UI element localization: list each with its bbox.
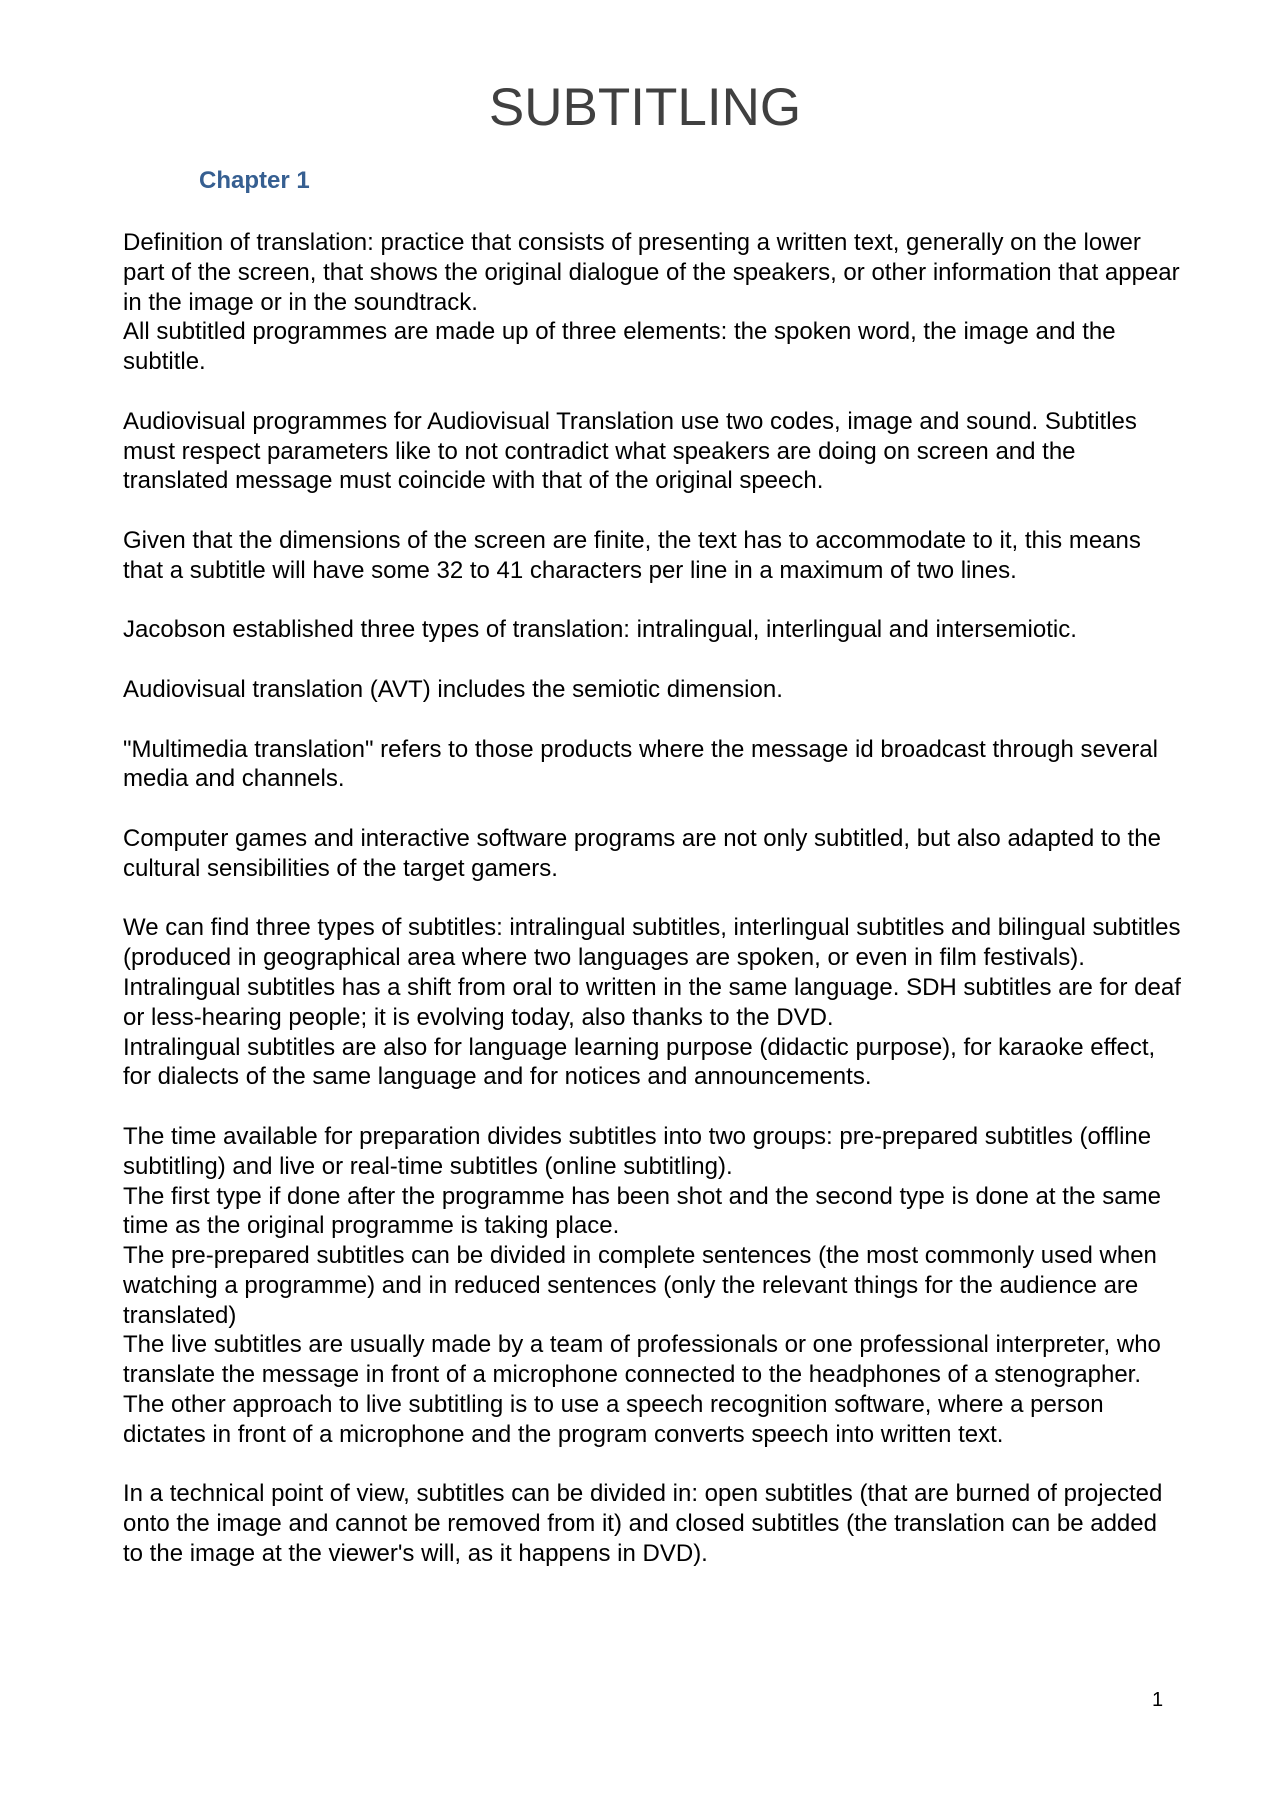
paragraph	[123, 1122, 1183, 1450]
paragraph	[123, 824, 1183, 884]
paragraph	[123, 228, 1183, 377]
paragraph-line: Intralingual subtitles are also for language learning purpose (didactic purpose), for karaoke effect, for dialects of the same language and for notices and announcements.	[123, 1033, 1156, 1091]
paragraph-line: Computer games and interactive software programs are not only subtitled, but also adapted to the cultural sensibilities of the target gamers.	[123, 824, 1161, 882]
paragraph-line: The time available for preparation divides subtitles into two groups: pre-prepared subtitles (offline subtitling) and live or real-time subtitles (online subtitling).	[123, 1122, 1152, 1180]
paragraph-line: "Multimedia translation" refers to those products where the message id broadcast through several media and channels.	[123, 735, 1158, 793]
paragraph	[123, 1479, 1183, 1568]
paragraph	[123, 615, 1183, 645]
paragraph-line: The live subtitles are usually made by a team of professionals or one professional interpreter, who translate the message in front of a microphone connected to the headphones of a stenographer. The other approach to live subtitling is to use a speech recognition software, where a person dictates in front of a microphone and the program converts speech into written text.	[123, 1331, 1161, 1448]
paragraph-line: Definition of translation: practice that consists of presenting a written text, generally on the lower part of the screen, that shows the original dialogue of the speakers, or other information that appear in the image or in the soundtrack.	[123, 229, 1180, 316]
chapter-heading: Chapter 1	[199, 167, 310, 194]
paragraph-line: The first type if done after the programme has been shot and the second type is done at the same time as the original programme is taking place.	[123, 1182, 1161, 1240]
paragraph	[123, 913, 1183, 1092]
paragraph-line: Given that the dimensions of the screen are finite, the text has to accommodate to it, this means that a subtitle will have some 32 to 41 characters per line in a maximum of two lines.	[123, 526, 1141, 584]
paragraph-line: All subtitled programmes are made up of three elements: the spoken word, the image and the subtitle.	[123, 318, 1116, 376]
paragraph	[123, 735, 1183, 795]
page-number: 1	[1152, 1689, 1164, 1711]
paragraph	[123, 407, 1183, 496]
body-text	[123, 228, 1183, 1599]
paragraph-line: Intralingual subtitles has a shift from oral to written in the same language. SDH subtitles are for deaf or less-hearing people; it is evolving today, also thanks to the DVD.	[123, 973, 1181, 1031]
paragraph-line: Jacobson established three types of translation: intralingual, interlingual and intersemiotic.	[123, 616, 1077, 644]
document-title: SUBTITLING	[488, 78, 802, 137]
paragraph-line: In a technical point of view, subtitles can be divided in: open subtitles (that are burned of projected onto the image and cannot be removed from it) and closed subtitles (the translation can be added to the image at the viewer's will, as it happens in DVD).	[123, 1480, 1163, 1568]
paragraph-line: Audiovisual programmes for Audiovisual Translation use two codes, image and sound. Subtitles must respect parameters like to not contradict what speakers are doing on screen and the translated message must coincide with that of the original speech.	[123, 407, 1137, 495]
paragraph-line: Audiovisual translation (AVT) includes the semiotic dimension.	[123, 675, 783, 703]
paragraph-line: We can find three types of subtitles: intralingual subtitles, interlingual subtitles and bilingual subtitles (produced in geographical area where two languages are spoken, or even in film festivals).	[123, 914, 1181, 972]
paragraph	[123, 675, 1183, 705]
paragraph	[123, 526, 1183, 586]
paragraph-line: The pre-prepared subtitles can be divided in complete sentences (the most commonly used when watching a programme) and in reduced sentences (only the relevant things for the audience are translated)	[123, 1242, 1157, 1329]
